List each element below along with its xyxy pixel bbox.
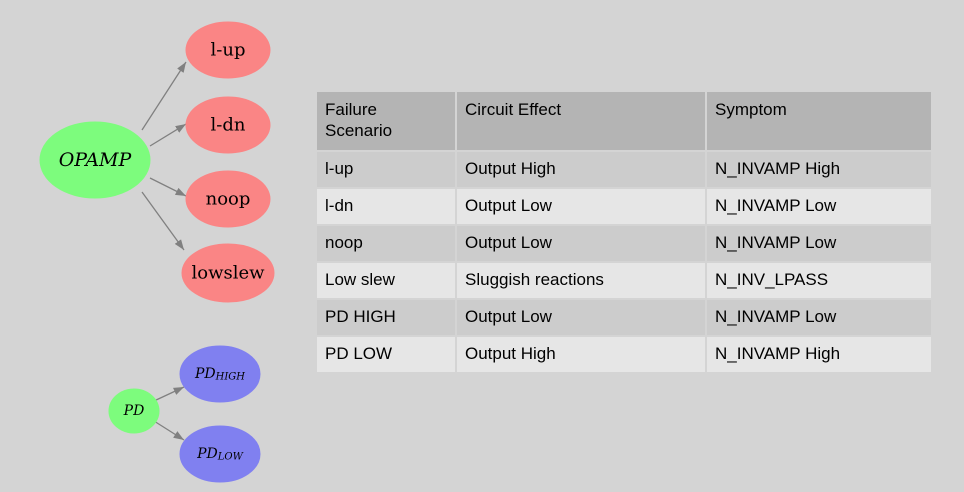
node-label-pd: PD (123, 403, 145, 419)
cell-symptom: N_INVAMP Low (707, 189, 931, 224)
failure-mode-graph (0, 0, 310, 492)
graph-nodes (40, 22, 274, 482)
node-lowslew[interactable] (182, 244, 274, 302)
cell-symptom: N_INVAMP Low (707, 226, 931, 261)
cell-failure-scenario: l-dn (317, 189, 455, 224)
node-label-l-up: l-up (210, 39, 246, 61)
column-header-symptom: Symptom (707, 92, 931, 150)
pd-high-subscript: HIGH (215, 371, 246, 383)
cell-symptom: N_INVAMP High (707, 152, 931, 187)
table-row (317, 152, 931, 187)
edge-pd-pd-high (154, 387, 184, 401)
node-label-opamp: OPAMP (58, 149, 132, 171)
node-label-l-dn: l-dn (210, 114, 246, 136)
table-row (317, 226, 931, 261)
node-opamp[interactable] (40, 122, 150, 198)
pd-low-subscript: LOW (217, 451, 243, 463)
node-noop[interactable] (186, 171, 270, 227)
table-header-row (317, 92, 931, 150)
node-l-dn[interactable] (186, 97, 270, 153)
cell-failure-scenario: Low slew (317, 263, 455, 298)
cell-symptom: N_INVAMP Low (707, 300, 931, 335)
pd-low-base: PD (197, 445, 218, 462)
cell-circuit-effect: Output High (457, 152, 705, 187)
fmea-table-container (315, 90, 933, 374)
cell-circuit-effect: Output Low (457, 189, 705, 224)
node-label-noop: noop (205, 188, 251, 210)
edge-opamp-l-dn (150, 124, 186, 146)
table-row (317, 300, 931, 335)
table-row (317, 189, 931, 224)
cell-symptom: N_INV_LPASS (707, 263, 931, 298)
edge-opamp-lowslew (142, 192, 184, 250)
cell-circuit-effect: Sluggish reactions (457, 263, 705, 298)
node-label-lowslew: lowslew (191, 262, 265, 284)
cell-circuit-effect: Output High (457, 337, 705, 372)
table-row (317, 263, 931, 298)
cell-failure-scenario: l-up (317, 152, 455, 187)
column-header-failure-scenario: Failure Scenario (317, 92, 455, 150)
cell-failure-scenario: PD LOW (317, 337, 455, 372)
node-pd-high[interactable] (180, 346, 260, 402)
graph-svg (0, 0, 310, 492)
node-pd[interactable] (109, 389, 159, 433)
table-row (317, 337, 931, 372)
graph-edges (142, 62, 186, 440)
table-body (317, 152, 931, 372)
table-header (317, 92, 931, 150)
edge-opamp-noop (150, 178, 186, 196)
edge-pd-pd-low (154, 421, 184, 440)
node-pd-low[interactable] (180, 426, 260, 482)
fmea-table (315, 90, 933, 374)
cell-circuit-effect: Output Low (457, 300, 705, 335)
node-l-up[interactable] (186, 22, 270, 78)
pd-high-base: PD (194, 365, 216, 382)
cell-symptom: N_INVAMP High (707, 337, 931, 372)
cell-circuit-effect: Output Low (457, 226, 705, 261)
column-header-circuit-effect: Circuit Effect (457, 92, 705, 150)
edge-opamp-l-up (142, 62, 186, 130)
cell-failure-scenario: PD HIGH (317, 300, 455, 335)
cell-failure-scenario: noop (317, 226, 455, 261)
